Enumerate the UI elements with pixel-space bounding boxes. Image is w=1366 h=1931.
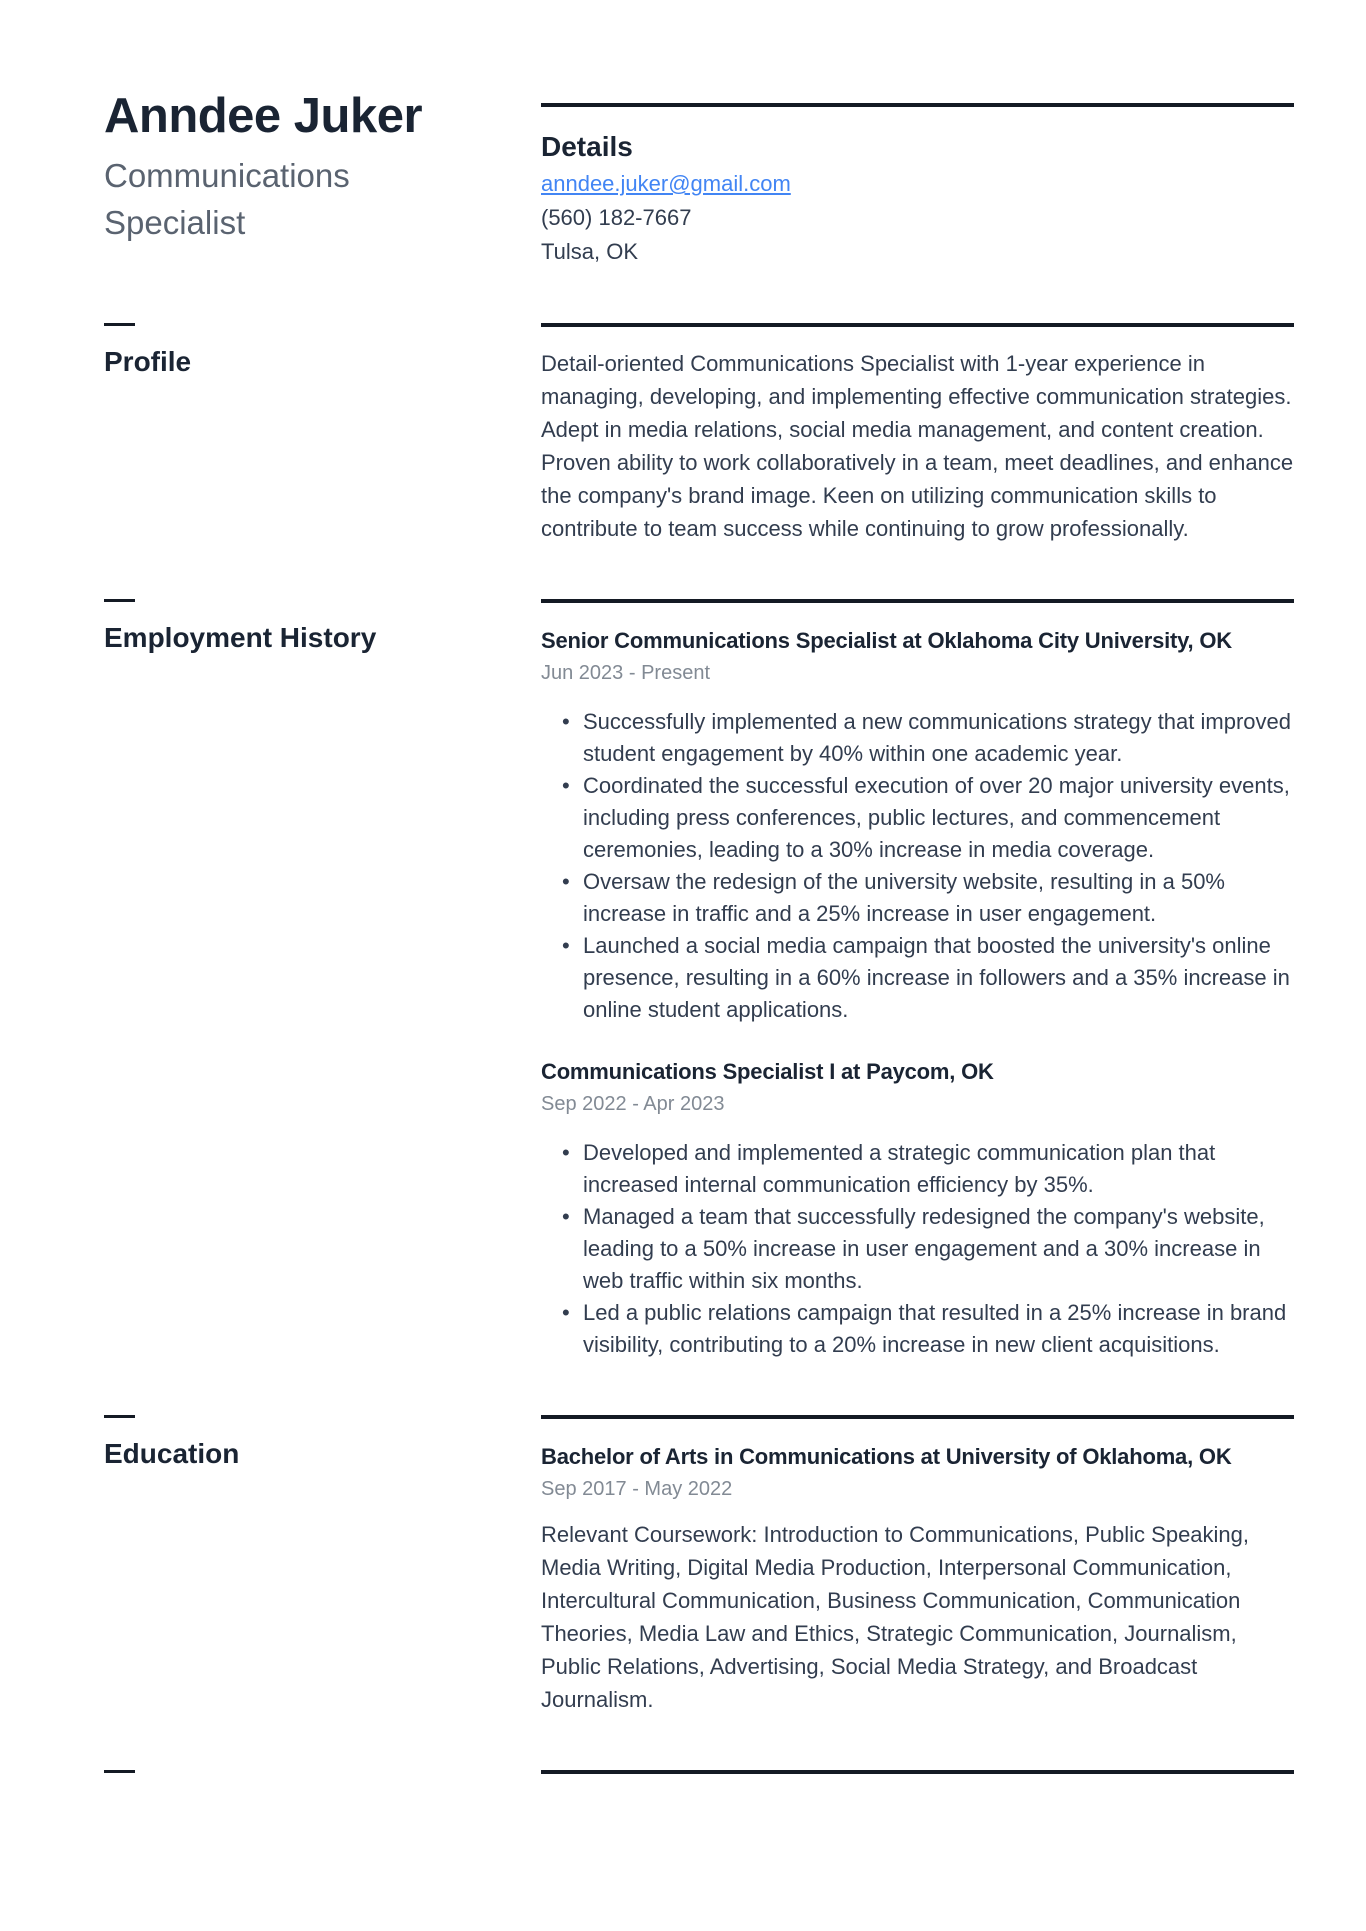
person-title: Communications Specialist bbox=[104, 157, 350, 241]
employment-label-column bbox=[104, 599, 541, 658]
email-line bbox=[541, 167, 1294, 201]
profile-content bbox=[541, 323, 1294, 545]
education-entry bbox=[541, 1439, 1294, 1716]
details-heading: Details bbox=[541, 131, 633, 162]
education-dash bbox=[104, 1415, 135, 1418]
bullet-item: • Led a public relations campaign that resulted in a 25% increase in brand visibility, contributing to a 20% increase in new client acquisitions. bbox=[583, 1297, 1294, 1361]
profile-dash bbox=[104, 323, 135, 326]
location-line: Tulsa, OK bbox=[541, 239, 638, 264]
job-dates: Jun 2023 - Present bbox=[541, 662, 710, 684]
education-heading: Education bbox=[104, 1438, 240, 1469]
profile-divider bbox=[541, 323, 1294, 327]
employment-divider bbox=[541, 599, 1294, 603]
job-entry bbox=[541, 1054, 1294, 1361]
next-section-content bbox=[541, 1770, 1294, 1774]
next-section-label-column bbox=[104, 1770, 541, 1773]
job-title: Senior Communications Specialist at Oklahoma City University, OK bbox=[541, 628, 1232, 653]
education-label-column bbox=[104, 1415, 541, 1474]
bullet-item: • Successfully implemented a new communications strategy that improved student engagement by 40% within one academic year. bbox=[583, 706, 1294, 770]
email-link[interactable]: anndee.juker@gmail.com bbox=[541, 171, 791, 196]
job-bullet-list bbox=[541, 706, 1294, 1026]
bullet-item: • Managed a team that successfully redesigned the company's website, leading to a 50% increase in user engagement and a 30% increase in web traffic within six months. bbox=[583, 1201, 1294, 1297]
job-entry bbox=[541, 623, 1294, 1026]
bullet-item: • Developed and implemented a strategic communication plan that increased internal communication efficiency by 35%. bbox=[583, 1137, 1294, 1201]
job-bullet-list bbox=[541, 1137, 1294, 1361]
education-description: Relevant Coursework: Introduction to Communications, Public Speaking, Media Writing, Digital Media Production, Interpersonal Communication, Intercultural Communication, Business Communication, Communication Theories, Media Law and Ethics, Strategic Communication, Journalism, Public Relations, Advertising, Social Media Strategy, and Broadcast Journalism. bbox=[541, 1522, 1250, 1712]
employment-dash bbox=[104, 599, 135, 602]
employment-heading: Employment History bbox=[104, 622, 377, 653]
education-section bbox=[104, 1415, 1294, 1716]
profile-text: Detail-oriented Communications Specialist with 1-year experience in managing, developing, and implementing effective communication strategies. Adept in media relations, social media management, and content creation. Proven ability to work collaboratively in a team, meet deadlines, and enhance the company's brand image. Keen on utilizing communication skills to contribute to team success while continuing to grow professionally. bbox=[541, 351, 1294, 541]
phone-line: (560) 182-7667 bbox=[541, 205, 692, 230]
bullet-item: • Launched a social media campaign that boosted the university's online presence, resulting in a 60% increase in followers and a 35% increase in online student applications. bbox=[583, 930, 1294, 1026]
next-section-dash bbox=[104, 1770, 135, 1773]
next-section-rule bbox=[541, 1770, 1294, 1774]
education-divider bbox=[541, 1415, 1294, 1419]
employment-content bbox=[541, 599, 1294, 1361]
bullet-item: • Coordinated the successful execution of over 20 major university events, including press conferences, public lectures, and commencement ceremonies, leading to a 30% increase in media coverage. bbox=[583, 770, 1294, 866]
details-block bbox=[541, 76, 1294, 269]
profile-section bbox=[104, 323, 1294, 545]
profile-heading: Profile bbox=[104, 346, 192, 377]
name-block bbox=[104, 76, 541, 246]
header-section bbox=[104, 76, 1294, 269]
job-title: Communications Specialist I at Paycom, OK bbox=[541, 1059, 994, 1084]
employment-section bbox=[104, 599, 1294, 1361]
job-dates: Sep 2022 - Apr 2023 bbox=[541, 1093, 725, 1115]
next-section-divider bbox=[104, 1770, 1294, 1774]
bullet-item: • Oversaw the redesign of the university website, resulting in a 50% increase in traffic and a 25% increase in user engagement. bbox=[583, 866, 1294, 930]
profile-label-column bbox=[104, 323, 541, 382]
degree-title: Bachelor of Arts in Communications at University of Oklahoma, OK bbox=[541, 1444, 1232, 1469]
education-content bbox=[541, 1415, 1294, 1716]
person-name: Anndee Juker bbox=[104, 89, 423, 143]
education-dates: Sep 2017 - May 2022 bbox=[541, 1478, 733, 1500]
details-divider bbox=[541, 103, 1294, 107]
